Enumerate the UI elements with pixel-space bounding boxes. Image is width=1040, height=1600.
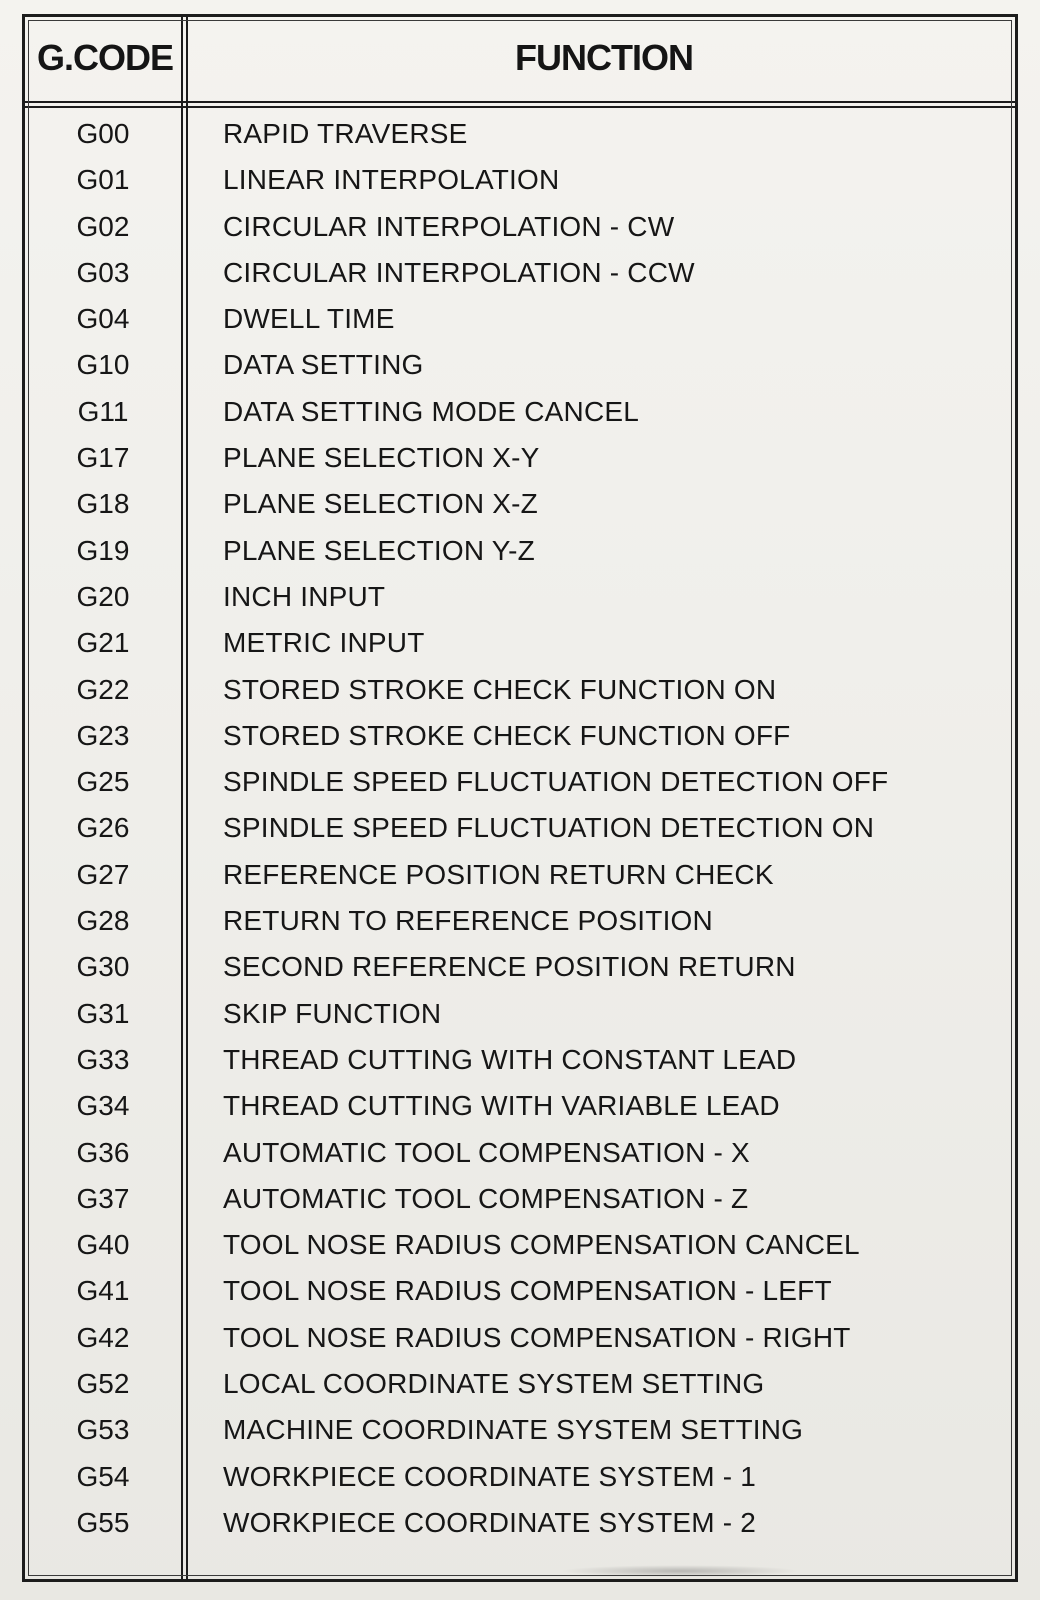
table-row [25,620,1015,666]
function-cell: THREAD CUTTING WITH CONSTANT LEAD [223,1043,797,1075]
gcode-cell: G28 [76,905,130,937]
function-cell: DWELL TIME [223,303,395,335]
gcode-table [22,14,1018,1582]
gcode-cell: G30 [76,951,130,983]
function-cell: STORED STROKE CHECK FUNCTION ON [223,673,777,705]
table-row [25,667,1015,713]
table-row [25,1315,1015,1361]
function-cell: PLANE SELECTION X-Y [223,442,540,474]
function-cell: PLANE SELECTION Y-Z [223,534,535,566]
function-cell: WORKPIECE COORDINATE SYSTEM - 2 [223,1506,757,1538]
table-row [25,528,1015,574]
function-cell: STORED STROKE CHECK FUNCTION OFF [223,719,791,751]
function-cell: RAPID TRAVERSE [223,118,468,149]
function-cell: SECOND REFERENCE POSITION RETURN [223,951,796,983]
function-cell: METRIC INPUT [223,627,425,659]
scan-smudge [560,1565,800,1577]
gcode-cell: G20 [76,580,130,612]
table-row [25,481,1015,527]
table-row [25,1130,1015,1176]
gcode-cell: G36 [76,1136,130,1168]
function-cell: TOOL NOSE RADIUS COMPENSATION - RIGHT [223,1321,851,1353]
function-cell: WORKPIECE COORDINATE SYSTEM - 1 [223,1460,757,1492]
table-row [25,1407,1015,1453]
table-row [25,204,1015,250]
gcode-cell: G22 [76,673,130,705]
gcode-cell: G18 [76,488,130,520]
gcode-cell: G00 [76,118,130,149]
function-cell: LOCAL COORDINATE SYSTEM SETTING [223,1368,765,1400]
table-row [25,157,1015,203]
table-row [25,342,1015,388]
function-cell: SPINDLE SPEED FLUCTUATION DETECTION ON [223,812,875,844]
table-row [25,991,1015,1037]
header-function: FUNCTION [515,37,693,78]
table-row [25,389,1015,435]
table-row [25,250,1015,296]
table-row [25,296,1015,342]
gcode-cell: G03 [76,256,130,288]
function-cell: RETURN TO REFERENCE POSITION [223,905,713,937]
function-cell: SPINDLE SPEED FLUCTUATION DETECTION OFF [223,766,889,798]
gcode-cell: G26 [76,812,130,844]
function-cell: PLANE SELECTION X-Z [223,488,538,520]
gcode-cell: G31 [76,997,130,1029]
table-row [25,1222,1015,1268]
table-row [25,713,1015,759]
header-divider [25,101,1015,108]
gcode-cell: G33 [76,1043,130,1075]
table-row [25,1268,1015,1314]
gcode-cell: G40 [76,1229,130,1261]
gcode-cell: G19 [76,534,130,566]
function-cell: DATA SETTING MODE CANCEL [223,395,640,427]
gcode-cell: G17 [76,442,130,474]
gcode-cell: G55 [76,1506,130,1538]
table-row [25,1500,1015,1546]
function-cell: SKIP FUNCTION [223,997,442,1029]
gcode-cell: G41 [76,1275,130,1307]
function-cell: THREAD CUTTING WITH VARIABLE LEAD [223,1090,780,1122]
gcode-cell: G34 [76,1090,130,1122]
table-row [25,1083,1015,1129]
function-cell: LINEAR INTERPOLATION [223,164,560,196]
function-cell: AUTOMATIC TOOL COMPENSATION - Z [223,1182,749,1214]
gcode-cell: G04 [76,303,130,335]
table-row [25,435,1015,481]
function-cell: REFERENCE POSITION RETURN CHECK [223,858,774,890]
function-cell: TOOL NOSE RADIUS COMPENSATION - LEFT [223,1275,832,1307]
function-cell: AUTOMATIC TOOL COMPENSATION - X [223,1136,750,1168]
function-cell: MACHINE COORDINATE SYSTEM SETTING [223,1414,804,1446]
function-cell: INCH INPUT [223,580,386,612]
table-row [25,805,1015,851]
gcode-cell: G42 [76,1321,130,1353]
gcode-cell: G25 [76,766,130,798]
gcode-cell: G21 [76,627,130,659]
table-row [25,944,1015,990]
function-cell: TOOL NOSE RADIUS COMPENSATION CANCEL [223,1229,860,1261]
function-cell: CIRCULAR INTERPOLATION - CW [223,210,675,242]
gcode-cell: G37 [76,1182,130,1214]
table-row [25,574,1015,620]
table-row [25,1454,1015,1500]
table-row [25,1037,1015,1083]
gcode-cell: G11 [77,395,129,427]
table-row [25,898,1015,944]
table-row [25,759,1015,805]
gcode-cell: G54 [76,1460,130,1492]
function-cell: CIRCULAR INTERPOLATION - CCW [223,256,695,288]
table-row [25,852,1015,898]
gcode-cell: G52 [76,1368,130,1400]
table-body [25,111,1015,1546]
header-gcode: G.CODE [36,37,173,78]
gcode-cell: G23 [76,719,130,751]
gcode-cell: G53 [76,1414,130,1446]
table-row [25,1176,1015,1222]
table-row [25,111,1015,157]
gcode-cell: G27 [76,858,130,890]
gcode-cell: G10 [76,349,130,381]
gcode-cell: G01 [76,164,130,196]
function-cell: DATA SETTING [223,349,424,381]
gcode-cell: G02 [76,210,130,242]
table-row [25,1361,1015,1407]
